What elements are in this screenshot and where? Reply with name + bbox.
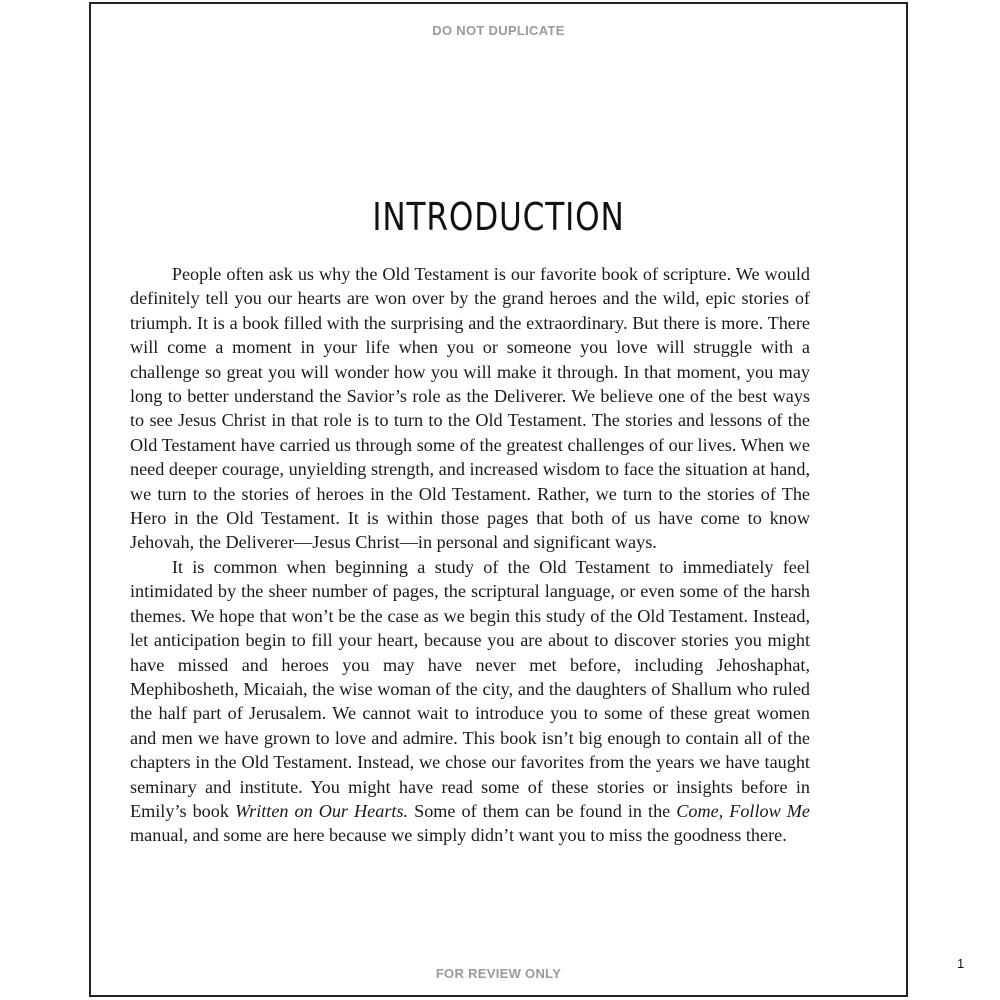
body-text — [130, 262, 810, 848]
book-title: Written on Our Hearts. — [234, 800, 409, 821]
page-number: 1 — [957, 956, 965, 971]
manual-title: Come, Follow Me — [676, 800, 810, 821]
watermark-bottom: FOR REVIEW ONLY — [435, 966, 562, 981]
paragraph-2-text-start: It is common when beginning a study of the Old Testament to immediately feel intimidated by the sheer number of pages, the scriptural language, or even some of the harsh themes. We hope that won’t be the case as we begin this study of the Old Testament. Instead, let anticipation begin to fill your heart, because you are about to discover stories you might have missed and heroes you may have never met before, including Jehoshaphat, Mephibosheth, Micaiah, the wise woman of the city, and the daughters of Shallum who ruled the half part of Jerusalem. We cannot wait to introduce you to some of these great women and men we have grown to love and admire. This book isn’t big enough to contain all of the chapters in the Old Testament. Instead, we chose our favorites from the years we have taught seminary and institute. You might have read some of these stories or insights before in Emily’s book — [130, 556, 810, 821]
paragraph-2-text-middle: Some of them can be found in the — [408, 800, 677, 821]
paragraph-2-text-end: manual, and some are here because we simply didn’t want you to miss the goodness there. — [130, 825, 787, 846]
watermark-top: DO NOT DUPLICATE — [432, 23, 565, 38]
paragraph-1: People often ask us why the Old Testament is our favorite book of scripture. We would definitely tell you our hearts are won over by the grand heroes and the wild, epic stories of triumph. It is a book filled with the surprising and the extraordinary. But there is more. There will come a moment in your life when you or someone you love will struggle with a challenge so great you will wonder how you will make it through. In that moment, you may long to better understand the Savior’s role as the Deliverer. We believe one of the best ways to see Jesus Christ in that role is to turn to the Old Testament. The stories and lessons of the Old Testament have carried us through some of the greatest challenges of our lives. When we need deeper courage, unyielding strength, and increased wisdom to face the situation at hand, we turn to the stories of heroes in the Old Testament. Rather, we turn to the stories of The Hero in the Old Testament. It is within those pages that both of us have come to know Jehovah, the Deliverer—Jesus Christ—in personal and significant ways. — [130, 264, 810, 553]
chapter-title: INTRODUCTION — [372, 195, 625, 240]
paragraph-2 — [130, 555, 810, 848]
